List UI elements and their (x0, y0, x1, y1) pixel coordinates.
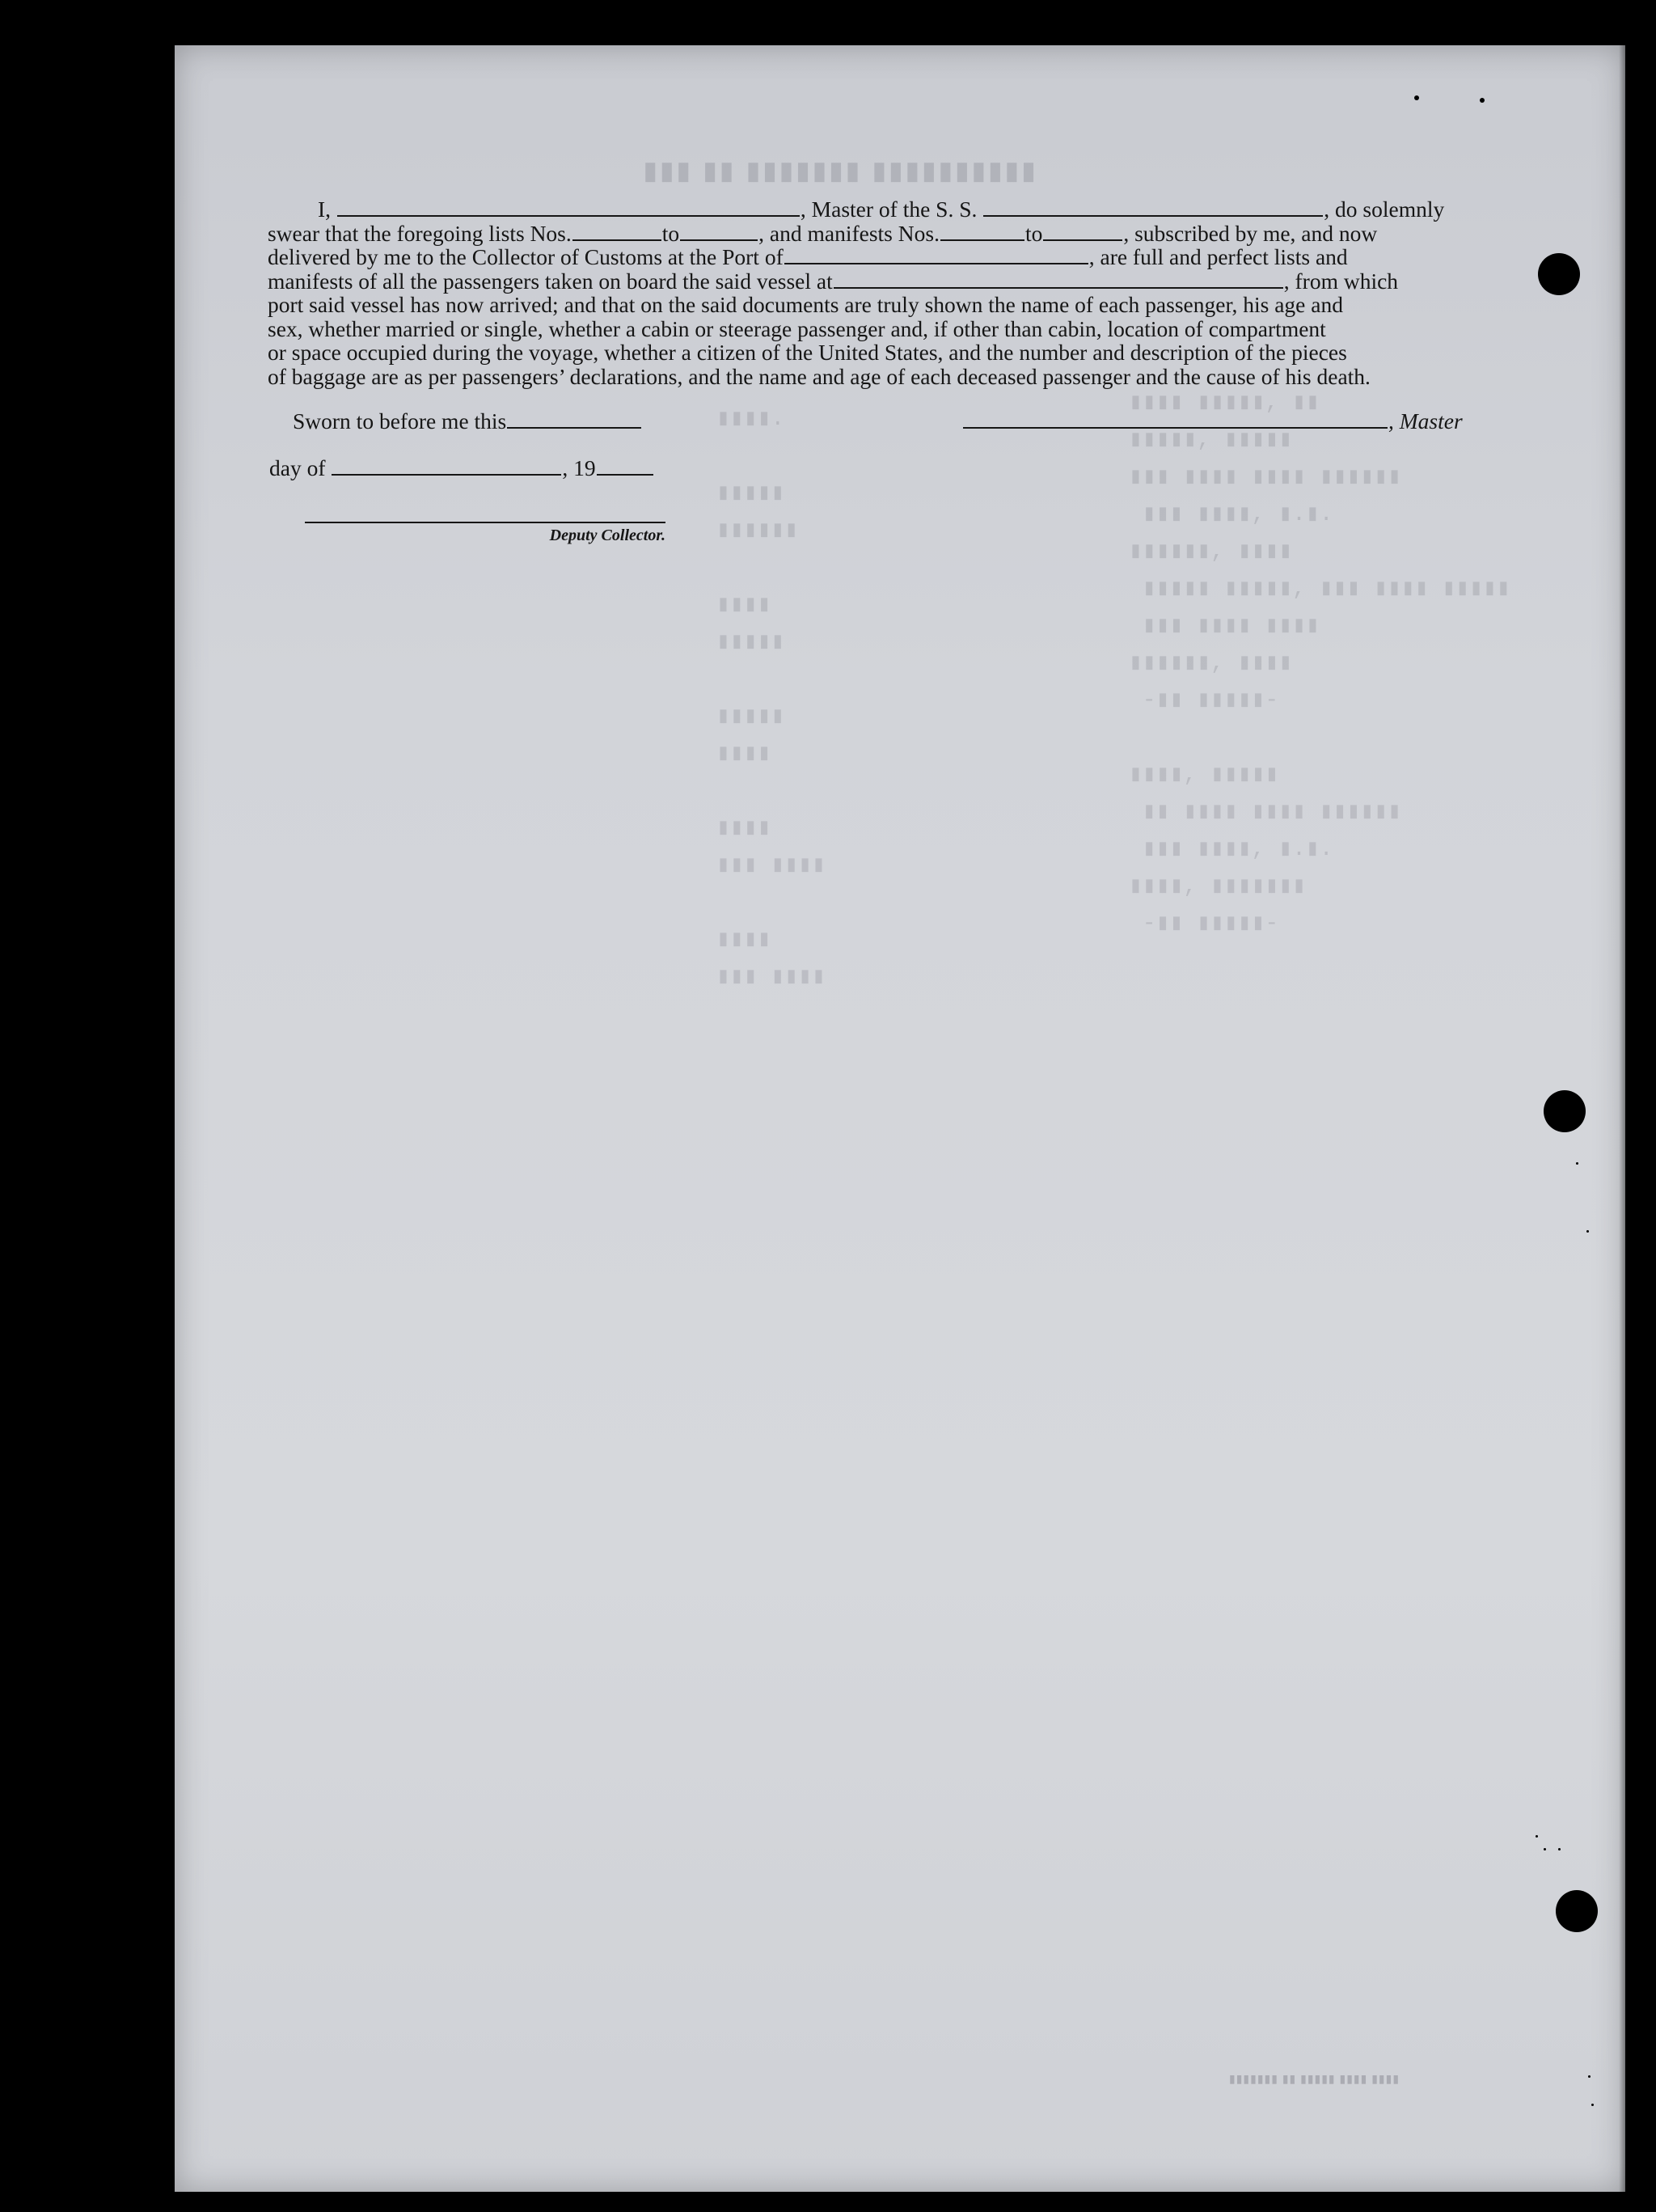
oath-line-2 (268, 222, 1466, 246)
month-field[interactable] (332, 456, 561, 476)
oath-line-7: or space occupied during the voyage, whether a citizen of the United States, and the number and description of the pieces (268, 340, 1347, 365)
oath-line-4 (268, 269, 1466, 294)
port-field[interactable] (784, 245, 1088, 264)
subscribed-label: , subscribed by me, and now (1123, 220, 1378, 246)
speck (1558, 1848, 1561, 1850)
year-field[interactable] (597, 456, 653, 476)
sworn-to-line (293, 408, 642, 434)
speck (1414, 95, 1419, 100)
oath-line-3 (268, 245, 1466, 269)
oath-line-8: of baggage are as per passengers’ declarations, and the name and age of each deceased passenger and the cause of his death. (268, 363, 1371, 389)
manifests-from-field[interactable] (940, 222, 1024, 241)
do-solemnly-label: , do solemnly (1324, 197, 1445, 222)
manifests-all-label: manifests of all the passengers taken on board the said vessel at (268, 268, 833, 294)
and-manifests-label: , and manifests Nos. (758, 220, 940, 246)
oath-paragraph (268, 197, 1466, 388)
ship-name-field[interactable] (983, 197, 1323, 217)
year-prefix-label: , 19 (562, 455, 596, 480)
punch-hole-middle (1544, 1090, 1586, 1132)
day-of-line (269, 455, 654, 481)
embark-port-field[interactable] (834, 269, 1283, 289)
lists-to-field[interactable] (680, 222, 758, 241)
master-name-field[interactable] (337, 197, 800, 217)
speck (1544, 1848, 1546, 1850)
master-signature-line (962, 408, 1463, 434)
bleed-through-footer: ▮▮▮▮▮▮▮ ▮▮ ▮▮▮▮▮ ▮▮▮▮ ▮▮▮▮ (1229, 2072, 1400, 2085)
sworn-to-label: Sworn to before me this (293, 408, 507, 434)
master-signature-field[interactable] (963, 409, 1388, 429)
oath-line-6: sex, whether married or single, whether a cabin or steerage passenger and, if other than cabin, location of compartment (268, 315, 1326, 341)
punch-hole-bottom (1556, 1890, 1598, 1932)
deputy-collector-label: Deputy Collector. (549, 527, 665, 544)
oath-i: I, (318, 197, 332, 222)
punch-hole-top (1538, 253, 1580, 295)
bleed-through-numbers: ▮▮▮▮. ▮▮▮▮▮ ▮▮▮▮▮▮ ▮▮▮▮ ▮▮▮▮▮ ▮▮▮▮▮ ▮▮▮▮ ▮▮▮▮ ▮▮▮ ▮▮▮▮ ▮▮▮▮ ▮▮▮ ▮▮▮▮ (716, 407, 826, 990)
are-full-label: , are full and perfect lists and (1088, 244, 1348, 269)
bleed-through-heading: ▮▮▮ ▮▮ ▮▮▮▮▮▮▮ ▮▮▮▮▮▮▮▮▮▮ (644, 158, 1039, 184)
speck (1591, 2104, 1594, 2106)
manifests-to-field[interactable] (1043, 222, 1122, 241)
paper-edge (1619, 45, 1625, 2192)
to-label-1: to (661, 220, 680, 246)
to-label-2: to (1024, 220, 1043, 246)
sworn-day-field[interactable] (507, 409, 641, 429)
oath-line-1 (268, 197, 1466, 222)
deputy-collector-signature-field[interactable] (305, 522, 665, 523)
swear-lists-label: swear that the foregoing lists Nos. (268, 220, 572, 246)
day-of-label: day of (269, 455, 326, 480)
master-of-ss-label: , Master of the S. S. (800, 197, 978, 222)
lists-from-field[interactable] (572, 222, 661, 241)
from-which-label: , from which (1283, 268, 1399, 294)
speck (1536, 1835, 1538, 1838)
delivered-label: delivered by me to the Collector of Customs at the Port of (268, 244, 784, 269)
speck (1586, 1230, 1589, 1233)
oath-line-5: port said vessel has now arrived; and that on the said documents are truly shown the name of each passenger, his age and (268, 292, 1343, 317)
speck (1576, 1162, 1578, 1165)
bleed-through-text-block: ▮▮▮▮ ▮▮▮▮▮, ▮▮ ▮▮▮▮▮, ▮▮▮▮▮ ▮▮▮ ▮▮▮▮ ▮▮▮▮ ▮▮▮▮▮▮ ▮▮▮ ▮▮▮▮, ▮.▮. ▮▮▮▮▮▮, ▮▮▮▮ ▮▮▮▮▮ ▮▮▮▮▮, ▮▮▮ ▮▮▮▮ ▮▮▮▮▮ ▮▮▮ ▮▮▮▮ ▮▮▮▮ ▮▮▮▮▮▮, ▮▮▮▮ -▮▮ ▮▮▮▮▮- ▮▮▮▮, ▮▮▮▮▮ ▮▮ ▮▮▮▮ ▮▮▮▮ ▮▮▮▮▮▮ ▮▮▮ ▮▮▮▮, ▮.▮. ▮▮▮▮, ▮▮▮▮▮▮▮ -▮▮ ▮▮▮▮▮- (1129, 391, 1510, 937)
speck (1588, 2075, 1591, 2078)
master-label: , Master (1388, 408, 1463, 434)
speck (1480, 98, 1485, 103)
